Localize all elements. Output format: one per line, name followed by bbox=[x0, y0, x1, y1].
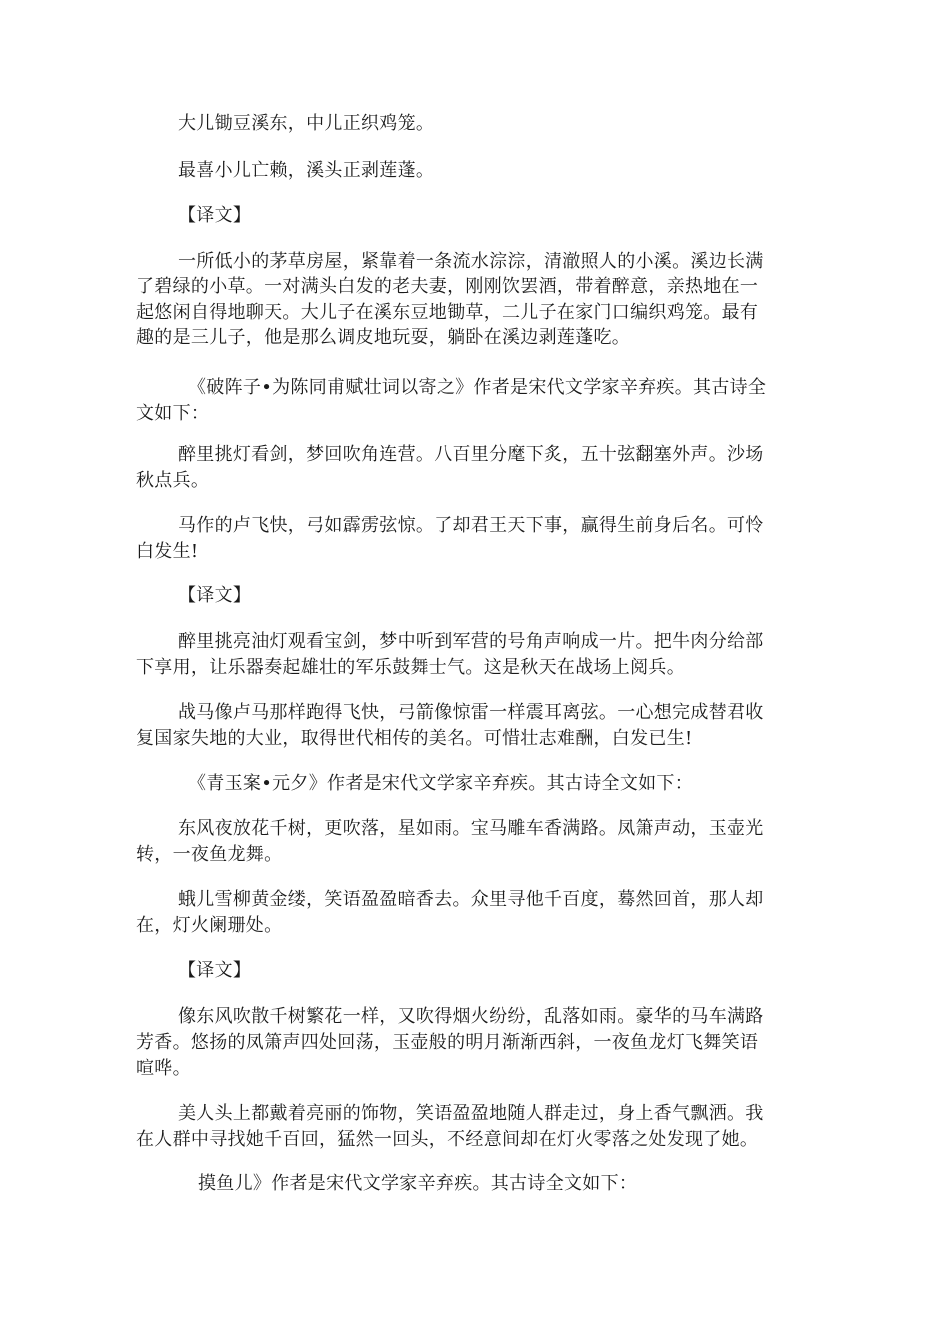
paragraph-line: 《破阵子•为陈同甫赋壮词以寄之》作者是宋代文学家辛弃疾。其古诗全 bbox=[188, 377, 767, 398]
paragraph-line: 像东风吹散千树繁花一样，又吹得烟火纷纷，乱落如雨。豪华的马车满路 bbox=[178, 1006, 764, 1027]
paragraph-line: 了碧绿的小草。一对满头白发的老夫妻，刚刚饮罢酒，带着醉意，亲热地在一 bbox=[136, 276, 759, 297]
paragraph-line: 在人群中寻找她千百回，猛然一回头，不经意间却在灯火零落之处发现了她。 bbox=[136, 1129, 759, 1150]
paragraph-line: 起悠闲自得地聊天。大儿子在溪东豆地锄草，二儿子在家门口编织鸡笼。最有 bbox=[136, 302, 759, 323]
paragraph-line: 复国家失地的大业，取得世代相传的美名。可惜壮志难酬，白发已生! bbox=[136, 728, 693, 749]
section-heading: 【译文】 bbox=[178, 960, 252, 981]
paragraph-line: 美人头上都戴着亮丽的饰物，笑语盈盈地随人群走过，身上香气飘洒。我 bbox=[178, 1103, 764, 1124]
paragraph-line: 下享用，让乐器奏起雄壮的军乐鼓舞士气。这是秋天在战场上阅兵。 bbox=[136, 657, 685, 678]
poem-line: 秋点兵。 bbox=[136, 470, 210, 491]
section-heading: 【译文】 bbox=[178, 205, 252, 226]
poem-line: 转，一夜鱼龙舞。 bbox=[136, 844, 283, 865]
poem-line: 醉里挑灯看剑，梦回吹角连营。八百里分麾下炙，五十弦翻塞外声。沙场 bbox=[178, 444, 764, 465]
section-heading: 【译文】 bbox=[178, 585, 252, 606]
poem-line: 蛾儿雪柳黄金缕，笑语盈盈暗香去。众里寻他千百度，蓦然回首，那人却 bbox=[178, 889, 764, 910]
poem-line: 最喜小儿亡赖，溪头正剥莲蓬。 bbox=[178, 160, 435, 181]
paragraph-line: 摸鱼儿》作者是宋代文学家辛弃疾。其古诗全文如下： bbox=[198, 1173, 638, 1194]
paragraph-line: 战马像卢马那样跑得飞快，弓箭像惊雷一样震耳离弦。一心想完成替君收 bbox=[178, 702, 764, 723]
poem-line: 在，灯火阑珊处。 bbox=[136, 915, 283, 936]
paragraph-line: 喧哗。 bbox=[136, 1058, 191, 1079]
poem-line: 白发生! bbox=[136, 541, 199, 562]
paragraph-line: 一所低小的茅草房屋，紧靠着一条流水淙淙，清澈照人的小溪。溪边长满 bbox=[178, 251, 764, 272]
paragraph-line: 芳香。悠扬的凤箫声四处回荡，玉壶般的明月渐渐西斜，一夜鱼龙灯飞舞笑语 bbox=[136, 1032, 759, 1053]
poem-line: 大儿锄豆溪东，中儿正织鸡笼。 bbox=[178, 113, 435, 134]
paragraph-line: 醉里挑亮油灯观看宝剑，梦中听到军营的号角声响成一片。把牛肉分给部 bbox=[178, 631, 764, 652]
paragraph-line: 文如下： bbox=[136, 403, 210, 424]
poem-line: 东风夜放花千树，更吹落，星如雨。宝马雕车香满路。凤箫声动，玉壶光 bbox=[178, 818, 764, 839]
poem-line: 马作的卢飞快，弓如霹雳弦惊。了却君王天下事，赢得生前身后名。可怜 bbox=[178, 515, 764, 536]
paragraph-line: 趣的是三儿子，他是那么调皮地玩耍，躺卧在溪边剥莲蓬吃。 bbox=[136, 327, 631, 348]
paragraph-line: 《青玉案•元夕》作者是宋代文学家辛弃疾。其古诗全文如下： bbox=[188, 773, 694, 794]
